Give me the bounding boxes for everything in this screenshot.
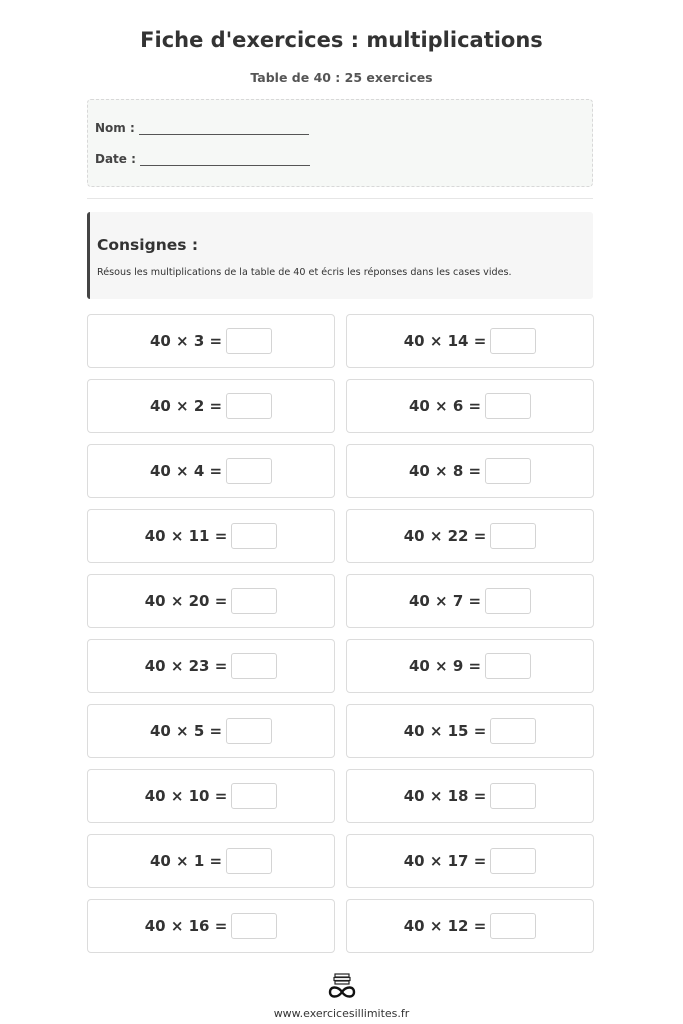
exercise-cell (346, 379, 594, 433)
divider (87, 198, 593, 199)
exercise-cell (346, 704, 594, 758)
exercise-cell (87, 574, 335, 628)
exercise-cell (346, 639, 594, 693)
answer-box[interactable] (485, 588, 531, 614)
answer-box[interactable] (485, 458, 531, 484)
exercise-expression: 40 × 6 = (408, 397, 482, 415)
page-subtitle: Table de 40 : 25 exercices (250, 70, 433, 85)
exercise-expression: 40 × 10 = (144, 787, 228, 805)
exercise-expression: 40 × 14 = (403, 332, 487, 350)
exercise-expression: 40 × 12 = (403, 917, 487, 935)
exercise-expression: 40 × 11 = (144, 527, 228, 545)
answer-box[interactable] (490, 718, 536, 744)
name-row (95, 121, 309, 135)
footer-url[interactable]: www.exercicesillimites.fr (273, 1007, 410, 1020)
exercise-cell (87, 704, 335, 758)
page-title: Fiche d'exercices : multiplications (140, 28, 543, 52)
instructions-text: Résous les multiplications de la table de 40 et écris les réponses dans les cases vides. (97, 267, 512, 278)
exercise-expression: 40 × 3 = (149, 332, 223, 350)
answer-box[interactable] (231, 913, 277, 939)
name-label: Nom : (95, 121, 135, 135)
exercise-cell (87, 379, 335, 433)
exercise-cell (87, 834, 335, 888)
exercise-expression: 40 × 9 = (408, 657, 482, 675)
answer-box[interactable] (226, 393, 272, 419)
date-input-line[interactable] (140, 155, 310, 166)
answer-box[interactable] (231, 783, 277, 809)
exercise-expression: 40 × 4 = (149, 462, 223, 480)
answer-box[interactable] (226, 328, 272, 354)
answer-box[interactable] (490, 848, 536, 874)
name-input-line[interactable] (139, 124, 309, 135)
answer-box[interactable] (226, 458, 272, 484)
exercise-expression: 40 × 22 = (403, 527, 487, 545)
answer-box[interactable] (226, 848, 272, 874)
exercise-cell (87, 509, 335, 563)
student-info-box (87, 99, 593, 187)
exercise-cell (346, 899, 594, 953)
answer-box[interactable] (231, 523, 277, 549)
answer-box[interactable] (490, 783, 536, 809)
answer-box[interactable] (485, 393, 531, 419)
exercise-expression: 40 × 23 = (144, 657, 228, 675)
exercise-expression: 40 × 8 = (408, 462, 482, 480)
exercise-expression: 40 × 20 = (144, 592, 228, 610)
exercise-cell (87, 314, 335, 368)
exercise-expression: 40 × 16 = (144, 917, 228, 935)
answer-box[interactable] (485, 653, 531, 679)
answer-box[interactable] (231, 588, 277, 614)
exercise-cell (87, 899, 335, 953)
exercise-cell (346, 574, 594, 628)
exercise-cell (346, 314, 594, 368)
instructions-title: Consignes : (97, 236, 199, 254)
answer-box[interactable] (226, 718, 272, 744)
exercise-cell (346, 509, 594, 563)
exercise-cell (346, 834, 594, 888)
infinity-books-logo-icon (325, 972, 359, 1000)
exercise-expression: 40 × 1 = (149, 852, 223, 870)
answer-box[interactable] (490, 913, 536, 939)
exercise-expression: 40 × 18 = (403, 787, 487, 805)
exercise-cell (87, 769, 335, 823)
exercise-expression: 40 × 5 = (149, 722, 223, 740)
exercise-expression: 40 × 2 = (149, 397, 223, 415)
instructions-box (87, 212, 593, 299)
exercise-cell (346, 444, 594, 498)
exercise-cell (87, 444, 335, 498)
exercise-expression: 40 × 17 = (403, 852, 487, 870)
exercise-cell (346, 769, 594, 823)
exercise-cell (87, 639, 335, 693)
answer-box[interactable] (490, 328, 536, 354)
exercise-expression: 40 × 15 = (403, 722, 487, 740)
date-label: Date : (95, 152, 136, 166)
answer-box[interactable] (490, 523, 536, 549)
date-row (95, 152, 310, 166)
exercise-expression: 40 × 7 = (408, 592, 482, 610)
answer-box[interactable] (231, 653, 277, 679)
